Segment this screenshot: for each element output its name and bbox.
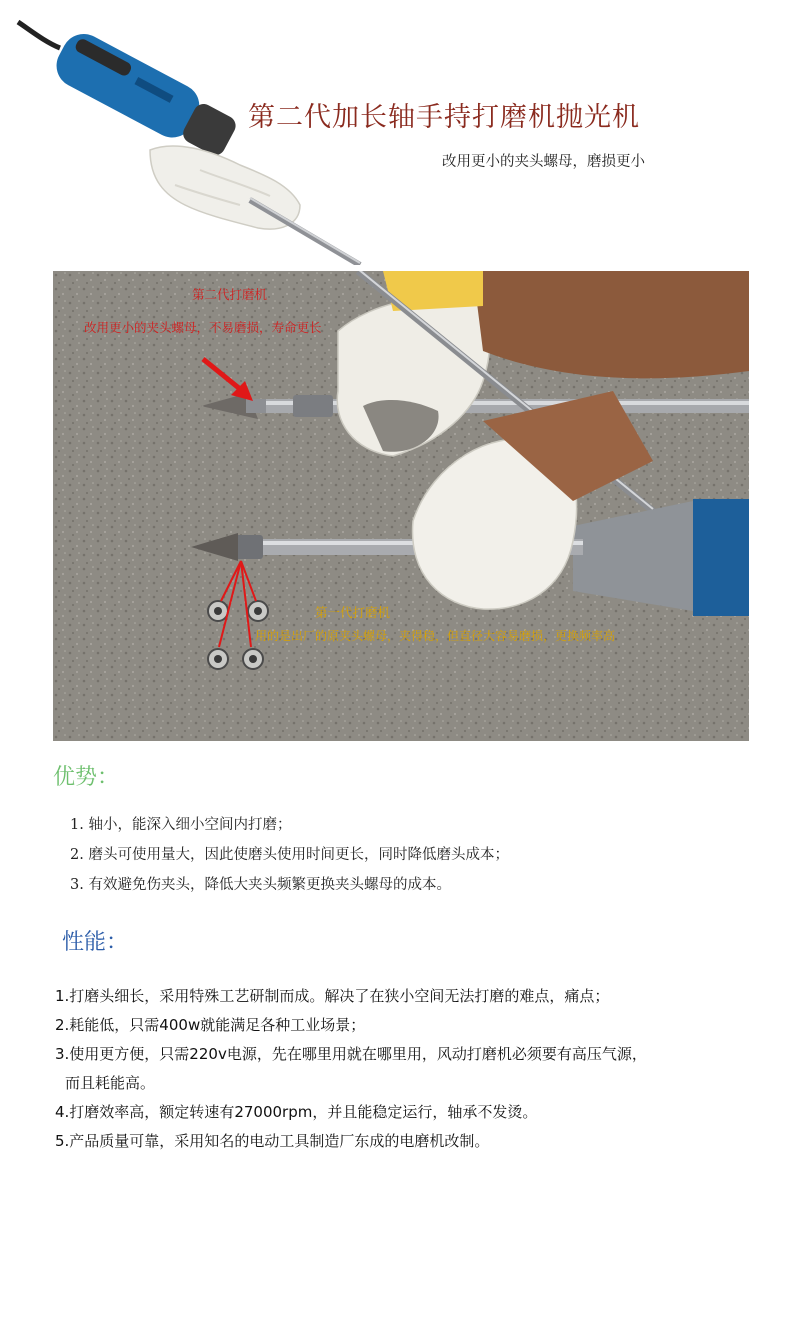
- list-item: 3. 有效避免伤夹头，降低大夹头频繁更换夹头螺母的成本。: [70, 877, 451, 893]
- list-item: 5.产品质量可靠，采用知名的电动工具制造厂东成的电磨机改制。: [55, 1132, 490, 1150]
- advantages-list: [70, 810, 509, 900]
- performance-list: [55, 982, 775, 1156]
- gen1-description: 用的是出厂的原夹头螺母，夹得稳，但直径大容易磨损，更换频率高: [255, 629, 616, 643]
- advantages-heading: 优势：: [53, 765, 120, 790]
- list-item: 3.使用更方便，只需220v电源，先在哪里用就在哪里用，风动打磨机必须要有高压气源，: [55, 1045, 647, 1063]
- page-title: 第二代加长轴手持打磨机抛光机: [248, 102, 640, 133]
- list-item: 4.打磨效率高，额定转速有27000rpm，并且能稳定运行，轴承不发烫。: [55, 1103, 538, 1121]
- list-item: 2.耗能低，只需400w就能满足各种工业场景；: [55, 1016, 366, 1034]
- gen1-label: 第一代打磨机: [315, 605, 391, 620]
- performance-heading: 性能：: [62, 930, 129, 955]
- gen2-label: 第二代打磨机: [192, 287, 268, 302]
- list-item: 2. 磨头可使用量大，因此使磨头使用时间更长，同时降低磨头成本；: [70, 847, 509, 863]
- gen2-description: 改用更小的夹头螺母，不易磨损，寿命更长: [84, 320, 322, 335]
- product-comparison-photo: [53, 271, 749, 741]
- page-subtitle: 改用更小的夹头螺母，磨损更小: [442, 154, 645, 170]
- list-item: 1.打磨头细长，采用特殊工艺研制而成。解决了在狭小空间无法打磨的难点，痛点；: [55, 987, 610, 1005]
- list-item: 1. 轴小，能深入细小空间内打磨；: [70, 817, 292, 833]
- list-item: 而且耗能高。: [65, 1074, 156, 1092]
